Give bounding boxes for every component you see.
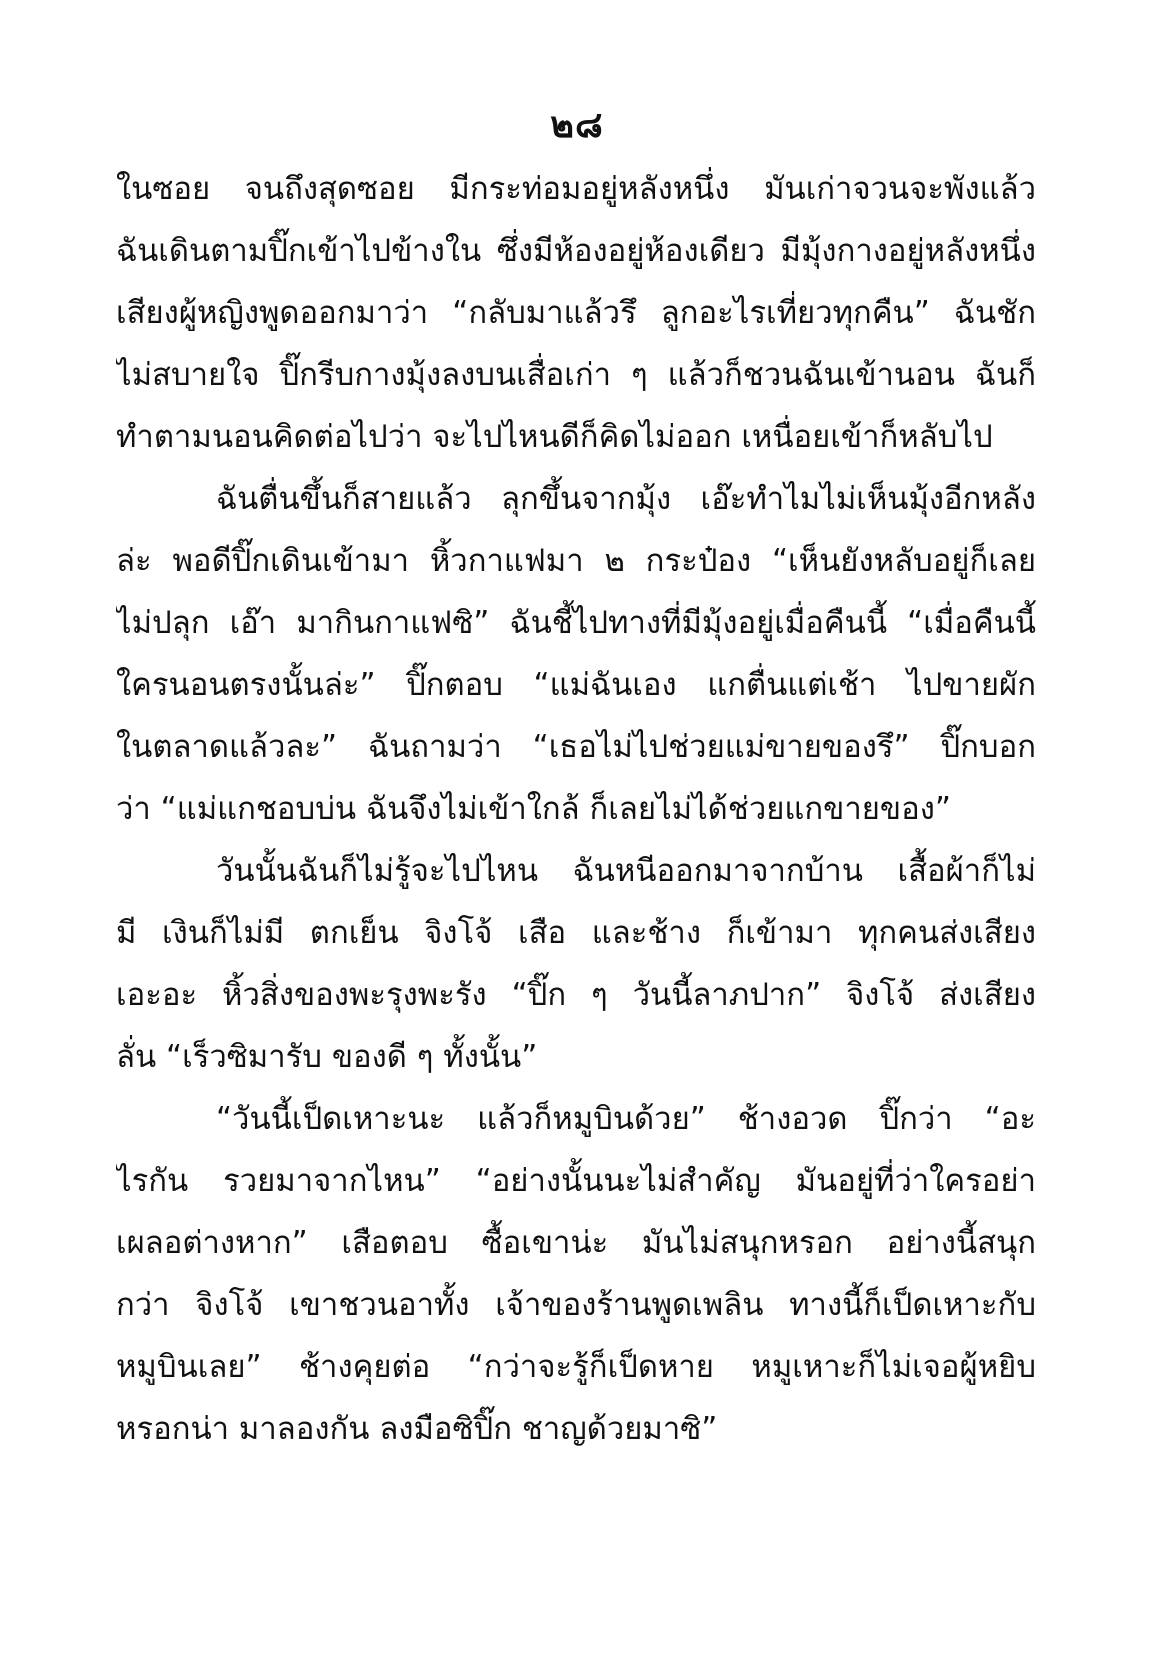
body-text — [116, 158, 1036, 1460]
text-line: มี เงินก็ไม่มี ตกเย็น จิงโจ้ เสือ และช้าง ก็เข้ามา ทุกคนส่งเสียง — [116, 915, 1036, 951]
text-line: ไม่ปลุก เอ๊า มากินกาแฟซิ” ฉันชี้ไปทางที่มีมุ้งอยู่เมื่อคืนนี้ “เมื่อคืนนี้ — [116, 605, 1036, 641]
text-line: ลั่น “เร็วซิมารับ ของดี ๆ ทั้งนั้น” — [116, 1039, 538, 1075]
text-line: ทำตามนอนคิดต่อไปว่า จะไปไหนดีก็คิดไม่ออก เหนื่อยเข้าก็หลับไป — [116, 419, 993, 455]
paragraph-first-line: วันนั้นฉันก็ไม่รู้จะไปไหน ฉันหนีออกมาจากบ้าน เสื้อผ้าก็ไม่ — [216, 853, 1036, 889]
text-line: หรอกน่า มาลองกัน ลงมือซิปิ๊ก ชาญด้วยมาซิ” — [116, 1411, 718, 1447]
text-line: ในตลาดแล้วละ” ฉันถามว่า “เธอไม่ไปช่วยแม่ขายของรึ” ปิ๊กบอก — [116, 729, 1036, 765]
text-line: ฉันเดินตามปิ๊กเข้าไปข้างใน ซึ่งมีห้องอยู่ห้องเดียว มีมุ้งกางอยู่หลังหนึ่ง — [116, 233, 1036, 269]
text-line: เสียงผู้หญิงพูดออกมาว่า “กลับมาแล้วรึ ลูกอะไรเที่ยวทุกคืน” ฉันชัก — [116, 295, 1036, 331]
text-line: ในซอย จนถึงสุดซอย มีกระท่อมอยู่หลังหนึ่ง มันเก่าจวนจะพังแล้ว — [116, 171, 1036, 207]
text-line: ล่ะ พอดีปิ๊กเดินเข้ามา หิ้วกาแฟมา ๒ กระป๋อง “เห็นยังหลับอยู่ก็เลย — [116, 543, 1036, 579]
text-line: ใครนอนตรงนั้นล่ะ” ปิ๊กตอบ “แม่ฉันเอง แกตื่นแต่เช้า ไปขายผัก — [116, 667, 1036, 703]
text-line: กว่า จิงโจ้ เขาชวนอาทั้ง เจ้าของร้านพูดเพลิน ทางนี้ก็เป็ดเหาะกับ — [116, 1287, 1036, 1323]
paragraph-first-line: “วันนี้เป็ดเหาะนะ แล้วก็หมูบินด้วย” ช้างอวด ปิ๊กว่า “อะ — [216, 1101, 1036, 1137]
page-number: ๒๘ — [550, 105, 604, 146]
text-line: เผลอต่างหาก” เสือตอบ ซื้อเขาน่ะ มันไม่สนุกหรอก อย่างนี้สนุก — [116, 1225, 1036, 1261]
text-line: ไรกัน รวยมาจากไหน” “อย่างนั้นนะไม่สำคัญ มันอยู่ที่ว่าใครอย่า — [116, 1163, 1036, 1199]
text-line: ว่า “แม่แกชอบบ่น ฉันจึงไม่เข้าใกล้ ก็เลยไม่ได้ช่วยแกขายของ” — [116, 791, 951, 827]
text-line: หมูบินเลย” ช้างคุยต่อ “กว่าจะรู้ก็เป็ดหาย หมูเหาะก็ไม่เจอผู้หยิบ — [116, 1349, 1036, 1385]
paragraph-first-line: ฉันตื่นขึ้นก็สายแล้ว ลุกขึ้นจากมุ้ง เอ๊ะทำไมไม่เห็นมุ้งอีกหลัง — [216, 481, 1036, 517]
text-line: ไม่สบายใจ ปิ๊กรีบกางมุ้งลงบนเสื่อเก่า ๆ แล้วก็ชวนฉันเข้านอน ฉันก็ — [116, 357, 1036, 393]
text-line: เอะอะ หิ้วสิ่งของพะรุงพะรัง “ปิ๊ก ๆ วันนี้ลาภปาก” จิงโจ้ ส่งเสียง — [116, 977, 1036, 1013]
